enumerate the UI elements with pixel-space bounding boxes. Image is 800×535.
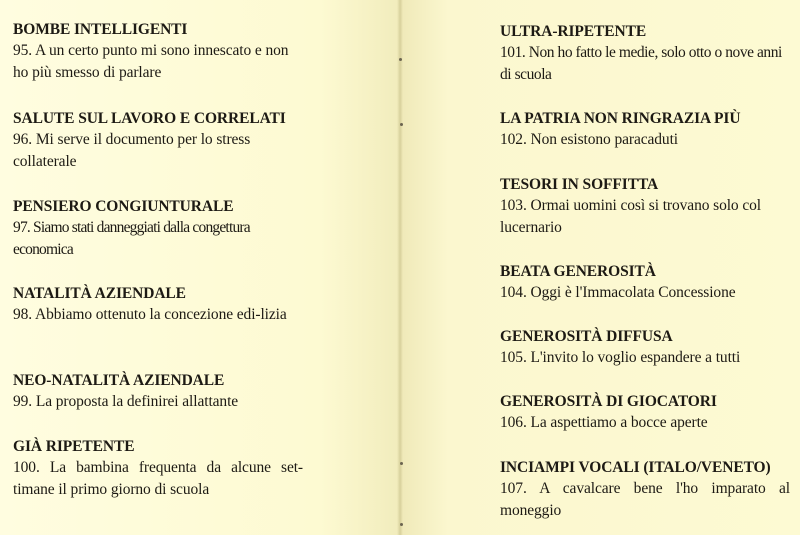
entry-107 bbox=[500, 458, 790, 522]
entry-title: GIÀ RIPETENTE bbox=[13, 438, 135, 455]
entry-text: 97. Siamo stati danneggiati dalla congettura economica bbox=[13, 219, 250, 258]
entry-title: BOMBE INTELLIGENTI bbox=[13, 21, 188, 38]
entry-text: 101. Non ho fatto le medie, solo otto o nove anni di scuola bbox=[500, 44, 782, 83]
entry-text: 106. La aspettiamo a bocce aperte bbox=[500, 414, 708, 431]
entry-104 bbox=[500, 262, 790, 304]
entry-text: 107. A cavalcare bene l'ho imparato al moneggio bbox=[500, 480, 790, 519]
binding-mark bbox=[400, 462, 403, 465]
entry-text: 102. Non esistono paracaduti bbox=[500, 131, 678, 148]
entry-title: TESORI IN SOFFITTA bbox=[500, 176, 659, 193]
book-gutter bbox=[397, 0, 403, 535]
entry-text: 96. Mi serve il documento per lo stress collaterale bbox=[13, 131, 251, 170]
entry-99 bbox=[13, 371, 303, 413]
entry-text: 99. La proposta la definirei allattante bbox=[13, 393, 239, 410]
entry-title: LA PATRIA NON RINGRAZIA PIÙ bbox=[500, 110, 741, 127]
entry-text: 104. Oggi è l'Immacolata Concessione bbox=[500, 284, 736, 301]
entry-95 bbox=[13, 20, 303, 84]
entry-96 bbox=[13, 109, 303, 173]
entry-title: GENEROSITÀ DI GIOCATORI bbox=[500, 393, 717, 410]
binding-mark bbox=[399, 58, 402, 61]
entry-title: PENSIERO CONGIUNTURALE bbox=[13, 198, 234, 215]
entry-text: 100. La bambina frequenta da alcune set-timane il primo giorno di scuola bbox=[13, 459, 303, 498]
entry-105 bbox=[500, 327, 790, 369]
entry-title: NATALITÀ AZIENDALE bbox=[13, 285, 186, 302]
entry-97 bbox=[13, 197, 303, 261]
entry-100 bbox=[13, 437, 303, 501]
entry-102 bbox=[500, 109, 790, 151]
binding-mark bbox=[400, 523, 403, 526]
entry-103 bbox=[500, 175, 790, 239]
entry-title: INCIAMPI VOCALI (ITALO/VENETO) bbox=[500, 459, 771, 476]
entry-title: BEATA GENEROSITÀ bbox=[500, 263, 656, 280]
entry-title: ULTRA-RIPETENTE bbox=[500, 23, 647, 40]
binding-mark bbox=[400, 123, 403, 126]
entry-text: 95. A un certo punto mi sono innescato e non ho più smesso di parlare bbox=[13, 42, 289, 81]
entry-title: NEO-NATALITÀ AZIENDALE bbox=[13, 372, 225, 389]
entry-title: SALUTE SUL LAVORO E CORRELATI bbox=[13, 110, 286, 127]
entry-98 bbox=[13, 284, 303, 326]
entry-text: 103. Ormai uomini così si trovano solo col lucernario bbox=[500, 197, 761, 236]
entry-101 bbox=[500, 22, 790, 86]
entry-text: 105. L'invito lo voglio espandere a tutti bbox=[500, 349, 741, 366]
entry-text: 98. Abbiamo ottenuto la concezione edi-lizia bbox=[13, 306, 287, 323]
entry-106 bbox=[500, 392, 790, 434]
entry-title: GENEROSITÀ DIFFUSA bbox=[500, 328, 673, 345]
